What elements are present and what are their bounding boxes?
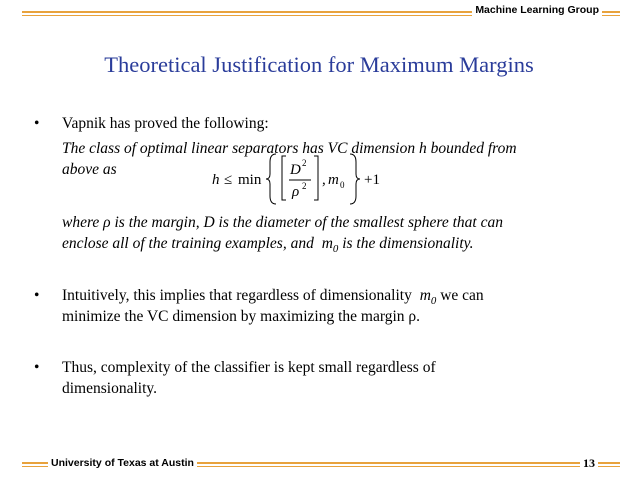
formula-denominator: ρ	[292, 184, 300, 200]
formula-numerator: D	[290, 162, 301, 178]
vc-bound-formula	[210, 150, 410, 206]
footer-university-label: University of Texas at Austin	[48, 457, 197, 469]
formula-plus-one: +1	[364, 172, 380, 188]
bullet-1-after-line-2	[62, 233, 474, 260]
bullet-1-after-tail: is the dimensionality.	[338, 235, 474, 252]
formula-lhs: h	[212, 172, 220, 188]
bullet-1-line-1: The class of optimal linear separators has VC dimension h bounded from	[62, 140, 517, 157]
bullet-3-line-2: dimensionality.	[62, 380, 157, 397]
formula-left-brace	[266, 154, 276, 204]
bullet-1-line-2: above as	[62, 161, 117, 178]
formula-numerator-exp: 2	[302, 158, 307, 168]
formula-m-sub: 0	[340, 180, 345, 190]
bullet-1-after-line-1: where ρ is the margin, D is the diameter of the smallest sphere that can	[62, 214, 503, 231]
page-number: 13	[580, 456, 598, 471]
bullet-1-text: Vapnik has proved the following:	[62, 115, 269, 132]
formula-min: min	[238, 172, 262, 188]
formula-right-brace	[350, 154, 360, 204]
header-group-label: Machine Learning Group	[472, 4, 602, 16]
bullet-2-tail: we can	[436, 287, 484, 304]
formula-m: m	[328, 172, 339, 188]
formula-denominator-exp: 2	[302, 181, 307, 191]
bullet-dot: •	[34, 287, 40, 304]
bullet-2-line-2: minimize the VC dimension by maximizing the margin ρ.	[62, 308, 421, 325]
bullet-2-line-1: Intuitively, this implies that regardless of dimensionality	[62, 287, 412, 304]
m0-symbol: m	[321, 235, 333, 252]
slide-title: Theoretical Justification for Maximum Margins	[104, 52, 534, 77]
bullet-2-m0-sub: 0	[430, 295, 437, 308]
bullet-3-text: Thus, complexity of the classifier is kept small regardless of	[62, 359, 436, 376]
bullet-dot: •	[34, 115, 40, 132]
bullet-dot: •	[34, 359, 40, 376]
formula-left-ceil	[282, 156, 286, 200]
formula-right-ceil	[314, 156, 318, 200]
formula-comma: ,	[322, 172, 326, 188]
bullet-2-m0: m	[419, 287, 431, 304]
m0-subscript: 0	[332, 243, 339, 256]
formula-leq: ≤	[224, 172, 233, 188]
bullet-1-after-line-2-text: enclose all of the training examples, and	[62, 235, 314, 252]
